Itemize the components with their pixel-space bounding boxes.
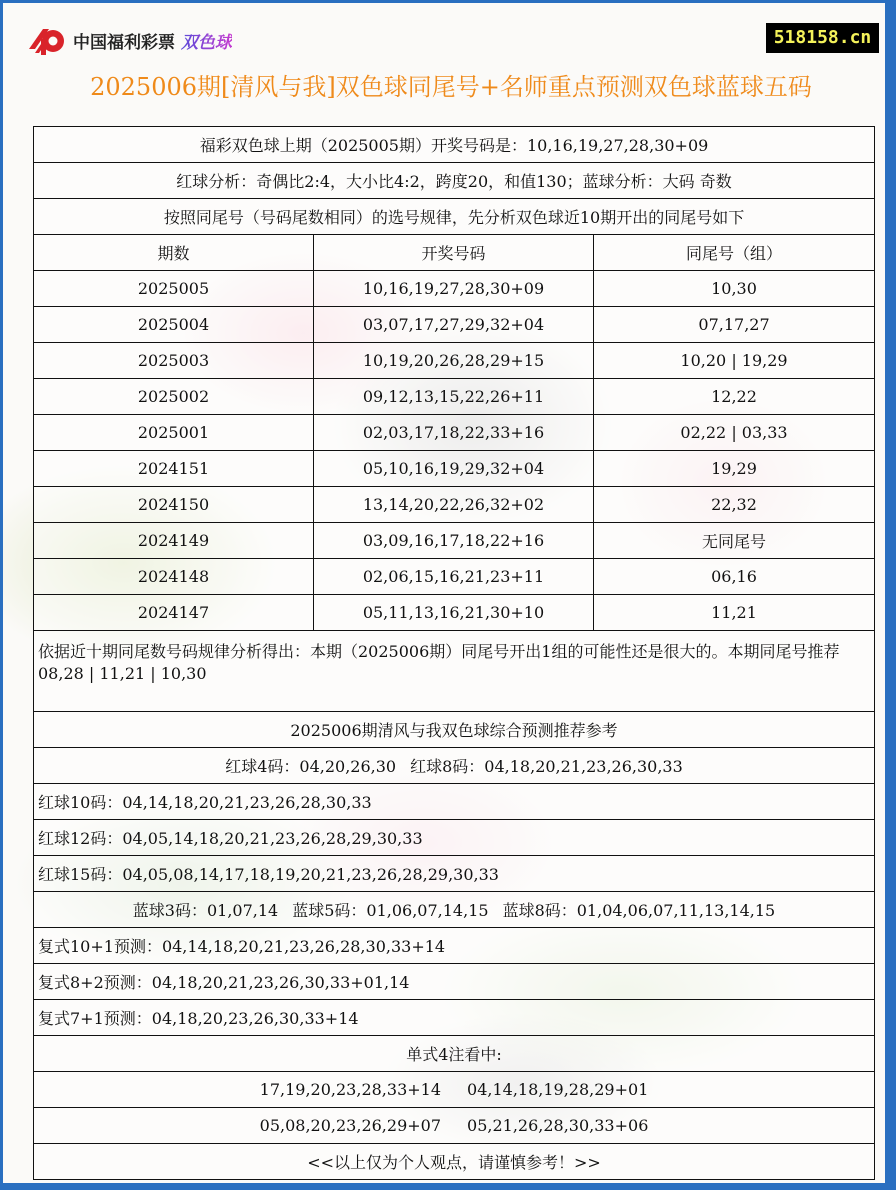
table-row — [34, 271, 875, 307]
red-10-code: 红球10码：04,14,18,20,21,23,26,28,30,33 — [34, 784, 875, 820]
column-header-numbers: 开奖号码 — [314, 235, 594, 271]
blue-cell — [34, 892, 875, 928]
last-draw-line: 福彩双色球上期（2025005期）开奖号码是：10,16,19,27,28,30+09 — [34, 127, 875, 163]
red-12-code: 红球12码：04,05,14,18,20,21,23,26,28,29,30,33 — [34, 820, 875, 856]
last-draw-row — [34, 127, 875, 163]
period-cell: 2025002 — [34, 379, 314, 415]
dup-10-1-row — [34, 928, 875, 964]
period-cell: 2024150 — [34, 487, 314, 523]
dup-7-1-prediction: 复式7+1预测：04,18,20,23,26,30,33+14 — [34, 1000, 875, 1036]
same-tail-cell: 10,20 | 19,29 — [594, 343, 875, 379]
table-row — [34, 451, 875, 487]
intro-row — [34, 199, 875, 235]
numbers-cell: 03,07,17,27,29,32+04 — [314, 307, 594, 343]
cwl-logo-icon — [23, 25, 67, 55]
red-4-8-row — [34, 748, 875, 784]
period-cell: 2025004 — [34, 307, 314, 343]
red-4-code: 红球4码：04,20,26,30 — [225, 757, 397, 776]
blue-row — [34, 892, 875, 928]
site-watermark: 518158.cn — [766, 23, 879, 53]
same-tail-cell: 12,22 — [594, 379, 875, 415]
red-15-code: 红球15码：04,05,08,14,17,18,19,20,21,23,26,28,29,30,33 — [34, 856, 875, 892]
single-row — [34, 1108, 875, 1144]
red-15-row — [34, 856, 875, 892]
numbers-cell: 10,16,19,27,28,30+09 — [314, 271, 594, 307]
same-tail-cell: 19,29 — [594, 451, 875, 487]
single-cell — [34, 1072, 875, 1108]
table-row — [34, 559, 875, 595]
single-ticket: 05,08,20,23,26,29+07 — [259, 1116, 442, 1135]
same-tail-conclusion: 依据近十期同尾数号码规律分析得出：本期（2025006期）同尾号开出1组的可能性还是很大的。本期同尾号推荐08,28 | 11,21 | 10,30 — [34, 631, 875, 712]
table-row — [34, 307, 875, 343]
logo-product: 双色球 — [181, 28, 232, 53]
page-title: 2025006期[清风与我]双色球同尾号+名师重点预测双色球蓝球五码 — [90, 73, 812, 101]
numbers-cell: 05,10,16,19,29,32+04 — [314, 451, 594, 487]
analysis-row — [34, 163, 875, 199]
prediction-title: 2025006期清风与我双色球综合预测推荐参考 — [34, 712, 875, 748]
numbers-cell: 10,19,20,26,28,29+15 — [314, 343, 594, 379]
dup-10-1-prediction: 复式10+1预测：04,14,18,20,21,23,26,28,30,33+14 — [34, 928, 875, 964]
dup-8-2-prediction: 复式8+2预测：04,18,20,21,23,26,30,33+01,14 — [34, 964, 875, 1000]
page-frame — [3, 3, 889, 1183]
single-row — [34, 1072, 875, 1108]
same-tail-cell: 07,17,27 — [594, 307, 875, 343]
last-draw-analysis: 红球分析：奇偶比2:4，大小比4:2，跨度20，和值130；蓝球分析：大码 奇数 — [34, 163, 875, 199]
blue-5-code: 蓝球5码：01,06,07,14,15 — [292, 901, 489, 920]
period-cell: 2025005 — [34, 271, 314, 307]
single-ticket: 05,21,26,28,30,33+06 — [467, 1116, 649, 1135]
single-ticket: 04,14,18,19,28,29+01 — [467, 1080, 649, 1099]
numbers-cell: 03,09,16,17,18,22+16 — [314, 523, 594, 559]
same-tail-cell: 10,30 — [594, 271, 875, 307]
same-tail-cell: 无同尾号 — [594, 523, 875, 559]
period-cell: 2024149 — [34, 523, 314, 559]
conclusion-row — [34, 631, 875, 712]
period-cell: 2024148 — [34, 559, 314, 595]
numbers-cell: 09,12,13,15,22,26+11 — [314, 379, 594, 415]
period-cell: 2024151 — [34, 451, 314, 487]
cwl-logo — [23, 25, 232, 55]
disclaimer-row — [34, 1144, 875, 1180]
period-cell: 2025001 — [34, 415, 314, 451]
numbers-cell: 02,03,17,18,22,33+16 — [314, 415, 594, 451]
numbers-cell: 02,06,15,16,21,23+11 — [314, 559, 594, 595]
red-12-row — [34, 820, 875, 856]
table-row — [34, 343, 875, 379]
dup-7-1-row — [34, 1000, 875, 1036]
prediction-table — [33, 126, 875, 1180]
same-tail-cell: 22,32 — [594, 487, 875, 523]
disclaimer: <<以上仅为个人观点，请谨慎参考！>> — [34, 1144, 875, 1180]
single-title: 单式4注看中: — [34, 1036, 875, 1072]
red-4-8-cell — [34, 748, 875, 784]
blue-3-code: 蓝球3码：01,07,14 — [132, 901, 279, 920]
red-10-row — [34, 784, 875, 820]
blue-8-code: 蓝球8码：01,04,06,07,11,13,14,15 — [502, 901, 776, 920]
same-tail-intro: 按照同尾号（号码尾数相同）的选号规律，先分析双色球近10期开出的同尾号如下 — [34, 199, 875, 235]
logo-text: 中国福利彩票 — [73, 32, 175, 53]
table-row — [34, 379, 875, 415]
column-header-same-tail: 同尾号（组） — [594, 235, 875, 271]
column-header-period: 期数 — [34, 235, 314, 271]
table-row — [34, 487, 875, 523]
table-row — [34, 415, 875, 451]
numbers-cell: 13,14,20,22,26,32+02 — [314, 487, 594, 523]
numbers-cell: 05,11,13,16,21,30+10 — [314, 595, 594, 631]
single-cell — [34, 1108, 875, 1144]
period-cell: 2024147 — [34, 595, 314, 631]
table-row — [34, 595, 875, 631]
history-header-row — [34, 235, 875, 271]
single-ticket: 17,19,20,23,28,33+14 — [259, 1080, 442, 1099]
prediction-title-row — [34, 712, 875, 748]
dup-8-2-row — [34, 964, 875, 1000]
same-tail-cell: 06,16 — [594, 559, 875, 595]
same-tail-cell: 02,22 | 03,33 — [594, 415, 875, 451]
single-title-row — [34, 1036, 875, 1072]
red-8-code: 红球8码：04,18,20,21,23,26,30,33 — [410, 757, 683, 776]
period-cell: 2025003 — [34, 343, 314, 379]
table-row — [34, 523, 875, 559]
same-tail-cell: 11,21 — [594, 595, 875, 631]
